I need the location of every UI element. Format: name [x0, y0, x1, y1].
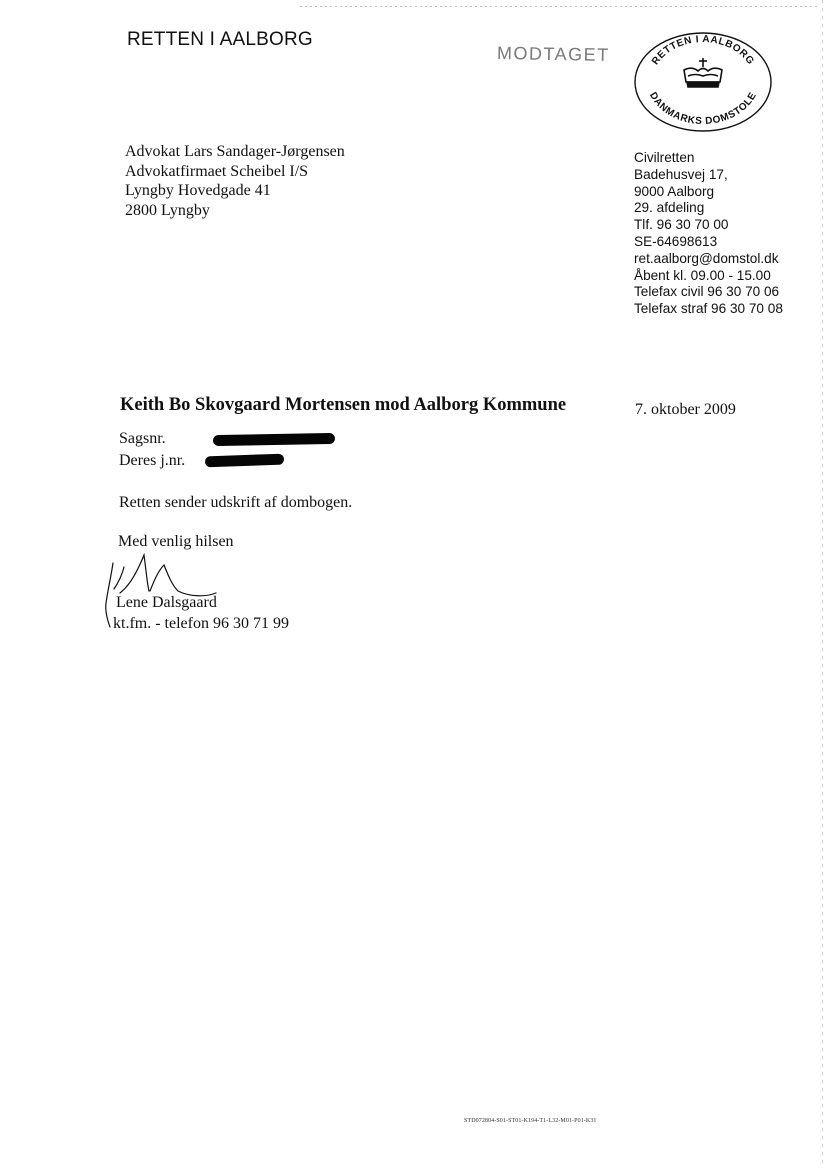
recipient-line: Advokatfirmaet Scheibel I/S	[125, 162, 309, 180]
document-code: STD072804-S01-ST01-K194-T1-L32-M01-P01-K31	[464, 1118, 597, 1124]
body-message: Retten sender udskrift af dombogen.	[119, 494, 353, 511]
recipient-line: 2800 Lyngby	[125, 201, 210, 219]
case-number-label: Sagsnr.	[119, 430, 166, 447]
seal-top-text: RETTEN I AALBORG	[649, 33, 756, 68]
document-date: 7. oktober 2009	[635, 401, 736, 418]
closing-greeting: Med venlig hilsen	[118, 533, 234, 550]
their-reference-label: Deres j.nr.	[119, 452, 186, 469]
contact-line: Tlf. 96 30 70 00	[634, 217, 729, 233]
case-title: Keith Bo Skovgaard Mortensen mod Aalborg Kommune	[120, 395, 567, 415]
contact-line: Telefax straf 96 30 70 08	[634, 301, 783, 317]
recipient-line: Advokat Lars Sandager-Jørgensen	[125, 143, 345, 160]
court-name-heading: RETTEN I AALBORG	[127, 29, 313, 50]
recipient-address	[125, 142, 345, 220]
redacted-their-reference	[205, 454, 284, 468]
scan-edge-right	[822, 0, 823, 1168]
contact-line: Badehusvej 17,	[634, 166, 728, 182]
redacted-case-number	[213, 433, 335, 446]
recipient-line: Lyngby Hovedgade 41	[125, 182, 271, 199]
court-seal	[632, 30, 774, 134]
crown-icon	[684, 58, 722, 87]
signer-name: Lene Dalsgaard	[116, 594, 217, 611]
contact-line: Civilretten	[634, 150, 695, 165]
contact-line: SE-64698613	[634, 233, 718, 249]
signer-title: kt.fm. - telefon 96 30 71 99	[113, 615, 289, 632]
contact-line: Telefax civil 96 30 70 06	[634, 284, 780, 300]
seal-bottom-text: DANMARKS DOMSTOLE	[647, 90, 759, 128]
sender-contact-block	[634, 150, 783, 318]
scan-edge-top	[300, 6, 820, 7]
contact-email: ret.aalborg@domstol.dk	[634, 250, 779, 266]
contact-line: Åbent kl. 09.00 - 15.00	[634, 267, 771, 283]
received-stamp: MODTAGET	[496, 43, 610, 65]
contact-line: 9000 Aalborg	[634, 183, 715, 199]
contact-line: 29. afdeling	[634, 200, 705, 216]
